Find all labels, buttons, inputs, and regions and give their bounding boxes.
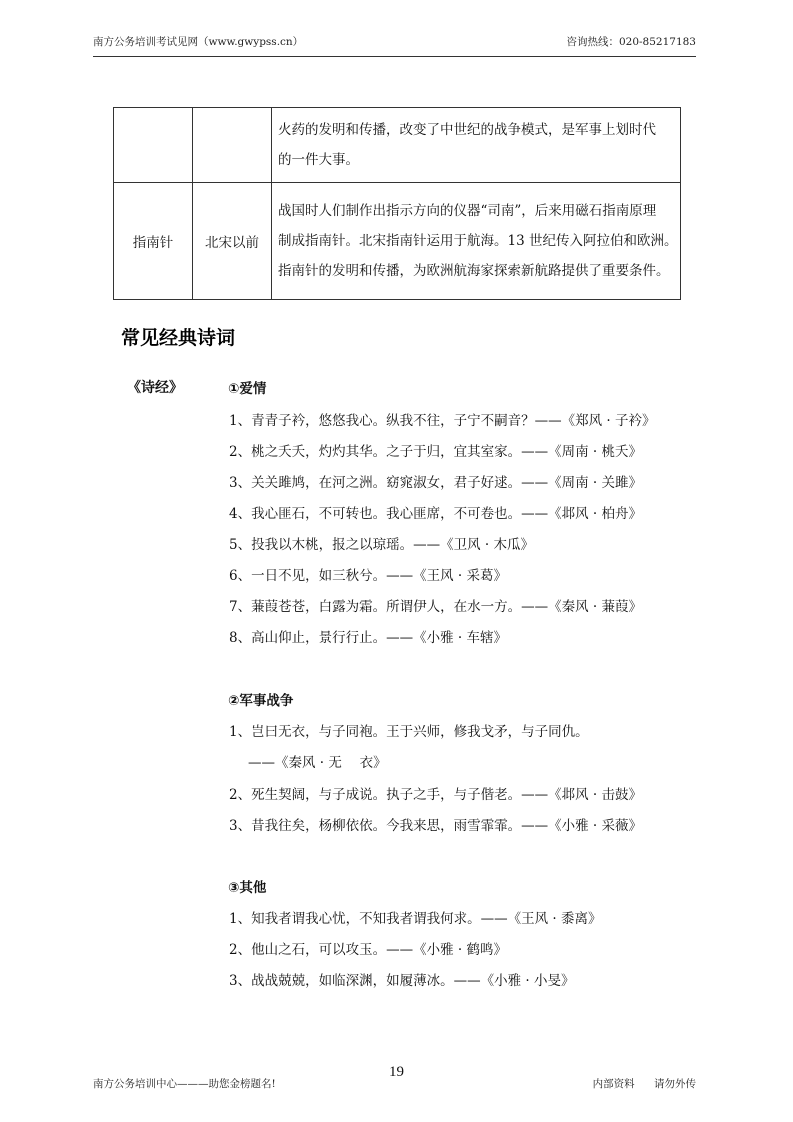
footer-notice: 内部资料 请勿外传 bbox=[592, 1078, 696, 1090]
invention-time-cell: 北宋以前 bbox=[193, 183, 272, 300]
desc-line: 战国时人们制作出指示方向的仪器“司南”，后来用磁石指南原理 bbox=[278, 203, 657, 219]
desc-line: 制成指南针。北宋指南针运用于航海。13 世纪传入阿拉伯和欧洲。 bbox=[278, 233, 678, 249]
poem-line: 7、蒹葭苍苍，白露为霜。所谓伊人，在水一方。——《秦风 · 蒹葭》 bbox=[229, 599, 642, 615]
invention-desc-cell bbox=[272, 108, 681, 183]
poem-line: 2、死生契阔，与子成说。执子之手，与子偕老。——《邶风 · 击鼓》 bbox=[229, 787, 642, 803]
poem-line: 3、昔我往矣，杨柳依依。今我来思，雨雪霏霏。——《小雅 · 采薇》 bbox=[229, 818, 642, 834]
desc-line: 火药的发明和传播，改变了中世纪的战争模式，是军事上划时代 bbox=[278, 122, 656, 138]
desc-line: 的一件大事。 bbox=[278, 152, 359, 168]
invention-desc-cell bbox=[272, 183, 681, 300]
header-site-name: 南方公务培训考试见网（www.gwypss.cn） bbox=[93, 36, 304, 48]
table-row bbox=[114, 108, 681, 183]
poem-line: 1、知我者谓我心忧，不知我者谓我何求。——《王风 · 黍离》 bbox=[229, 911, 602, 927]
poem-line: 4、我心匪石，不可转也。我心匪席，不可卷也。——《邶风 · 柏舟》 bbox=[229, 506, 642, 522]
invention-time-cell bbox=[193, 108, 272, 183]
poem-line: 1、青青子衿，悠悠我心。纵我不往，子宁不嗣音？——《郑风 · 子衿》 bbox=[229, 413, 656, 429]
page-header bbox=[93, 34, 696, 52]
poem-source-line: ——《秦风 · 无 衣》 bbox=[248, 755, 387, 771]
category-title: ③其他 bbox=[228, 880, 267, 896]
invention-name-cell bbox=[114, 108, 193, 183]
poem-line: 3、战战兢兢，如临深渊，如履薄冰。——《小雅 · 小旻》 bbox=[229, 973, 575, 989]
poem-line: 1、岂曰无衣，与子同袍。王于兴师，修我戈矛，与子同仇。 bbox=[229, 724, 589, 740]
poem-line: 6、一日不见，如三秋兮。——《王风 · 采葛》 bbox=[229, 568, 507, 584]
poem-line: 8、高山仰止，景行行止。——《小雅 · 车辖》 bbox=[229, 630, 507, 646]
book-title: 《诗经》 bbox=[127, 380, 183, 396]
category-title: ②军事战争 bbox=[228, 693, 294, 709]
poem-line: 5、投我以木桃，报之以琼瑶。——《卫风 · 木瓜》 bbox=[229, 537, 534, 553]
desc-line: 指南针的发明和传播，为欧洲航海家探索新航路提供了重要条件。 bbox=[278, 263, 670, 279]
poem-line: 3、关关雎鸠，在河之洲。窈窕淑女，君子好逑。——《周南 · 关雎》 bbox=[229, 475, 642, 491]
header-divider bbox=[93, 56, 696, 57]
table-row bbox=[114, 183, 681, 300]
poem-line: 2、他山之石，可以攻玉。——《小雅 · 鹤鸣》 bbox=[229, 942, 507, 958]
category-title: ①爱情 bbox=[228, 381, 267, 397]
page-number: 19 bbox=[389, 1064, 404, 1080]
inventions-table bbox=[113, 107, 681, 300]
invention-name-cell: 指南针 bbox=[114, 183, 193, 300]
poem-line: 2、桃之夭夭，灼灼其华。之子于归，宜其室家。——《周南 · 桃夭》 bbox=[229, 444, 642, 460]
section-title: 常见经典诗词 bbox=[121, 327, 236, 349]
footer-slogan: 南方公务培训中心———助您金榜题名! bbox=[93, 1078, 276, 1090]
header-hotline: 咨询热线：020-85217183 bbox=[566, 36, 696, 48]
